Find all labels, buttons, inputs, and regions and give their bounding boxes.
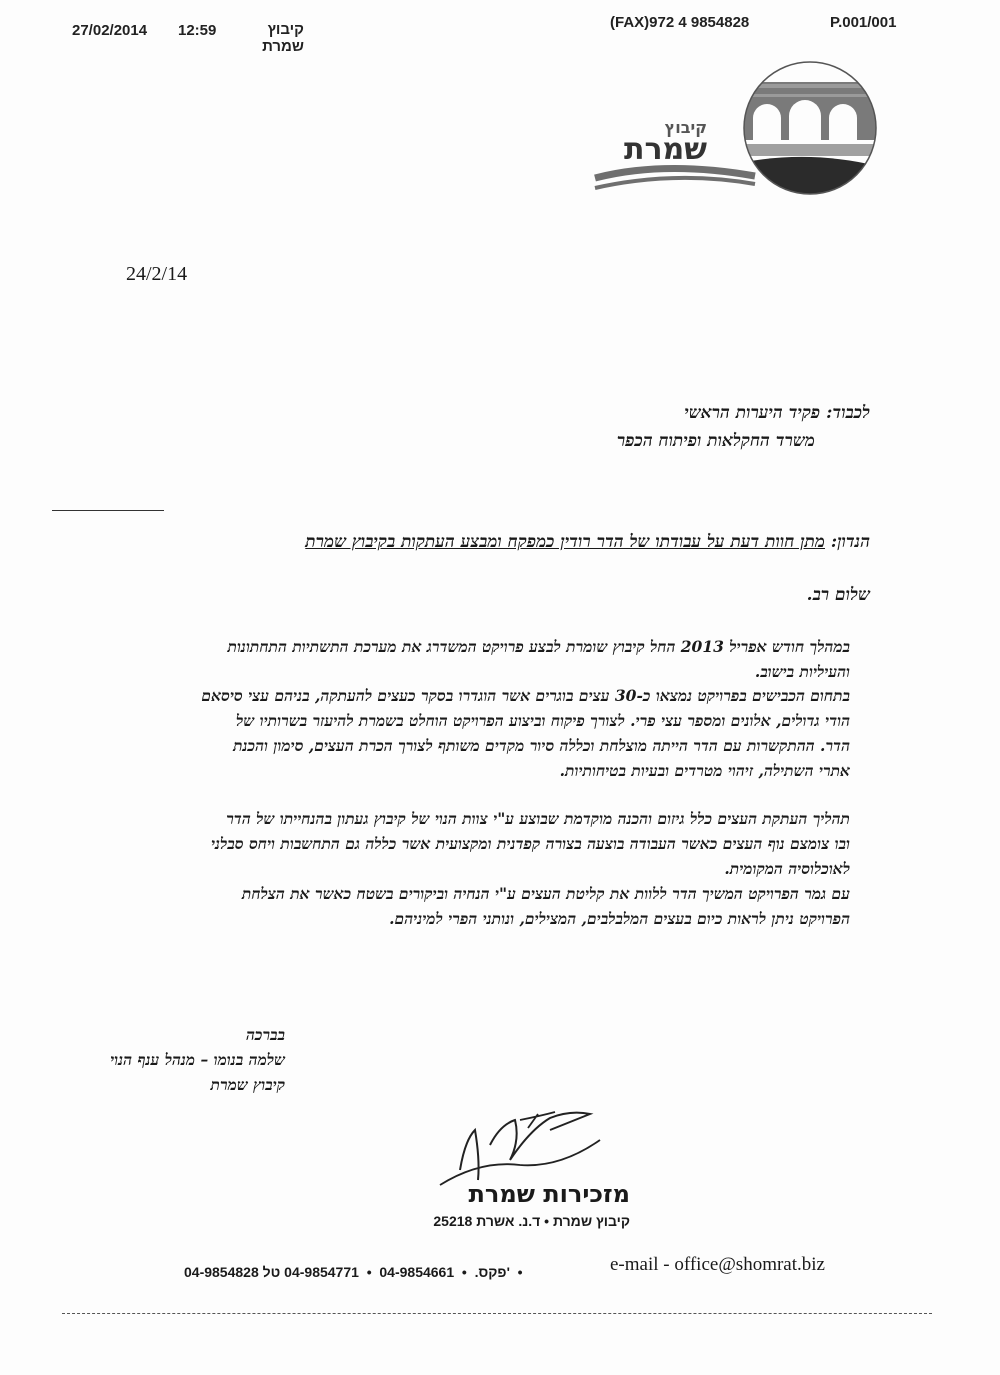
footer-rule — [62, 1313, 932, 1314]
paragraph-line: הדר. ההתקשרות עם הדר הייתה מוצלחת וכללה סיור מקדים משותף לצורך הכרת העצים, סימון והכנת — [233, 736, 850, 755]
fax-label: פקס. — [474, 1264, 507, 1280]
secretariat-title: מזכירות שמרת — [468, 1180, 630, 1208]
logo-small-text: קיבוץ — [664, 118, 707, 137]
to-label: לכבוד: — [826, 403, 870, 423]
bullet-icon: • — [362, 1264, 376, 1280]
margin-rule — [52, 510, 164, 511]
paragraph-line: תהליך העתקת העצים כלל גיזום והכנה מוקדמת שבוצע ע"י צוות הנוי של קיבוץ געתון בהנחייתו של הדר — [226, 809, 850, 828]
paragraph-line: ובו צומצם נוף העצים כאשר העבודה בוצעה בצורה קפדנית ומקצועית אשר כללה גם התחשבות ויחס סבלני — [210, 834, 850, 853]
logo-name: שמרת — [623, 132, 707, 167]
email-address: e-mail - office@shomrat.biz — [610, 1254, 825, 1275]
subject-line — [130, 530, 870, 555]
recipient-block — [470, 401, 870, 426]
bullet-icon: • — [513, 1264, 527, 1280]
paragraph-line: הודי גדולים, אלונים ומספר עצי פרי. לצורך פיקוח וביצוע הפרויקט הוחלט בשמרת להיעזר בשרותיו של — [236, 711, 850, 730]
fax-number: (FAX)972 4 9854828 — [610, 14, 750, 31]
phone-label: טל' — [262, 1264, 510, 1280]
fax-page: P.001/001 — [830, 14, 897, 31]
fax-value: 04-9854828 — [184, 1264, 259, 1280]
paragraph-3 — [130, 806, 850, 881]
greeting: שלום רב. — [806, 585, 870, 605]
bullet-icon: • — [458, 1264, 471, 1280]
signer-name: שלמה בנומו – מנהל ענף הנוי — [110, 1050, 285, 1069]
fax-time: 12:59 — [178, 22, 217, 39]
closing: בברכה — [245, 1025, 285, 1044]
to-org: משרד החקלאות ופיתוח הכפר — [616, 431, 815, 451]
paragraph-4 — [130, 881, 850, 931]
phone2-value: 04-9854661 — [379, 1264, 455, 1280]
subject-label: הנדון: — [830, 532, 870, 552]
fax-sender: קיבוץ שמרת — [262, 21, 304, 55]
paragraph-line: הפרויקט ניתן לראות כיום בעצים המלבלבים, המצילים, ונותני הפרי למיניהם. — [389, 909, 850, 928]
paragraph-2 — [130, 683, 850, 783]
paragraph-line: עם גמר הפרויקט המשיך הדר ללוות את קליטת העצים ע"י הנחיה וביקורים בשטח כאשר את הצלחת — [241, 884, 850, 903]
paragraph-line: לאוכלוסיה המקומית. — [724, 859, 850, 878]
signer-org: קיבוץ שמרת — [210, 1075, 285, 1094]
paragraph-1 — [130, 634, 850, 684]
contact-line — [184, 1264, 526, 1280]
paragraph-line: בתחום הכבישים בפרויקט נמצאו כ-30 עצים בוגרים אשר הוגדרו בסקר כעצים להעתקה, בניהם עצי סיסאם — [201, 686, 850, 705]
paragraph-line: אתרי השתילה, זיהוי מטרדים ובעיות בטיחותיות. — [559, 761, 850, 780]
kibbutz-logo — [585, 60, 885, 210]
paragraph-line: במהלך חודש אפריל 2013 החל קיבוץ שומרת לבצע פרויקט המשדרג את מערכת התשתיות התחתונות — [227, 637, 850, 656]
fax-date: 27/02/2014 — [72, 22, 148, 39]
subject-text: מתן חוות דעת על עבודתו של הדר רודין כמפקח ומבצע העתקות בקיבוץ שמרת — [305, 532, 825, 552]
to-name: פקיד היערות הראשי — [684, 403, 821, 423]
letter-date: 24/2/14 — [126, 263, 188, 285]
paragraph-line: והעיליות בישוב. — [754, 662, 850, 681]
address: קיבוץ שמרת • ד.נ. אשרת 25218 — [433, 1213, 630, 1229]
phone1-value: 04-9854771 — [284, 1264, 359, 1280]
